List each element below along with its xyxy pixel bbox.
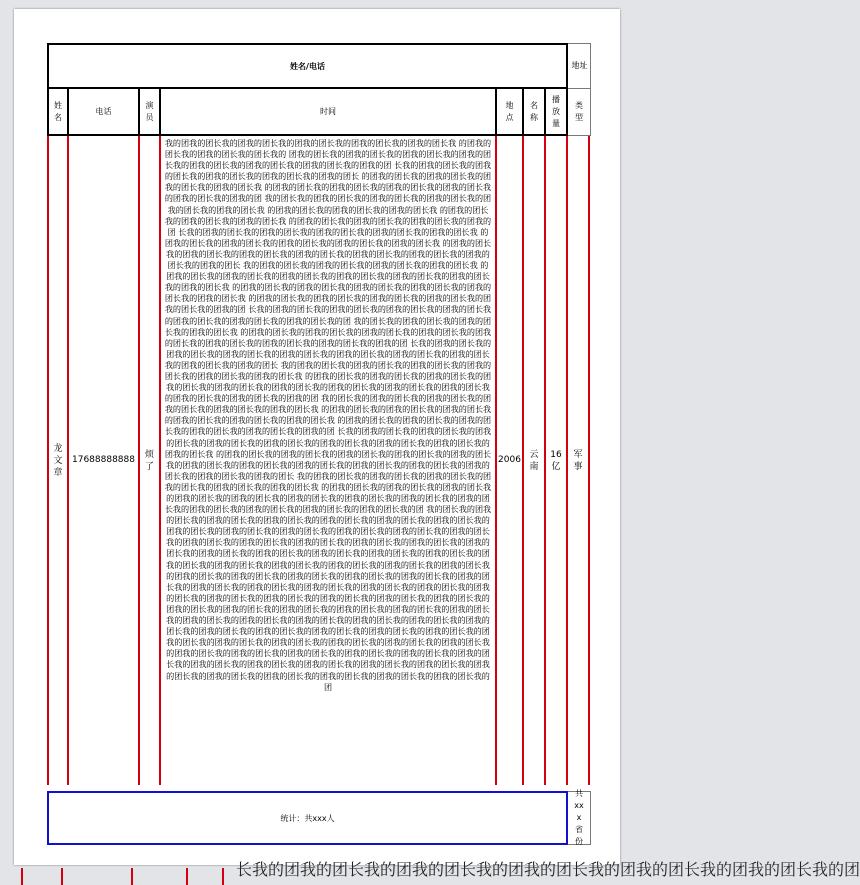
table-border (590, 89, 591, 136)
row-border (61, 868, 63, 885)
footer-province: 共xxx省份 (574, 789, 584, 846)
cell-actor: 烦了 (144, 449, 154, 472)
row-border (588, 136, 590, 785)
col-header-plays: 播放量 (552, 94, 560, 128)
overflow-text: 长我的团我的团长我的团我的团长我的团我的团长我的团我的团长我的团我的团长我的团 (236, 860, 860, 879)
cell-phone: 17688888888 (72, 455, 135, 465)
row-border (222, 868, 224, 885)
footer-border (47, 843, 568, 845)
cell-type: 军事 (573, 449, 583, 472)
col-header-time: 时间 (320, 107, 336, 116)
footer-border (590, 791, 591, 845)
table-border (568, 43, 590, 44)
document-page (14, 9, 620, 865)
cell-title: 云南 (529, 449, 539, 472)
col-header-phone: 电话 (95, 107, 112, 116)
row-border (21, 868, 23, 885)
col-header-actor: 演员 (145, 100, 154, 122)
footer-summary: 统计：共xxx人 (280, 813, 335, 823)
col-header-type: 类型 (575, 100, 583, 122)
header-address: 地址 (571, 61, 588, 70)
cell-place: 2006 (498, 455, 521, 465)
cell-plays: 16亿 (550, 449, 562, 472)
table-border (566, 43, 568, 89)
col-header-name: 姓名 (54, 100, 62, 122)
table-border (590, 43, 591, 89)
group-header-name-phone: 姓名/电话 (290, 61, 325, 71)
col-header-title: 名称 (530, 100, 538, 122)
cell-time: 我的团我的团长我的团我的团长我的团我的团长我的团我的团长我的团我的团长我 的团我的团长我的团我的团长我的团长我的 团我的团长我的团我的团长我的团我的团长我的团我的团长我的团我的团长我的团我的团长我的团我的团长我的团我的团 长我的团我的团长我的团我的团长我的团我的团长我的团我的团长我的团我的团长 的团我的团长我的团我的团长我的团我的团长我的团我的团长我 的团我的团长我的团我的团长我的团我的团长我的团我的团长我的团我的团长我的团我的团 我的团长我的团我的团长我的团我的团长我的团我的团长我的团我的团长我的团我的团长我 的团我的团长我的团我的团长我的团我的团长我 的团我的团长我的团我的团长我的团我的团长我 的团我的团长我的团我的团长我的团我的团长我的团我的团 长我的团我的团长我的团我的团长我的团我的团长我的团我的团长我的团我的团长我 的团我的团长我的团我的团长我的团我的团长我的团我的团长我的团我的团长我 的团我的团长我的团我的团长我的团我的团长我的团我的团长我的团我的团长我的团我的团长我的团我的团长我的团我的团长 我的团我的团长我的团我的团长我的团我的团长我的团我的团长我 的团我的团长我的团我的团长我的团我的团长我的团我的团长我的团我的团长我的团我的团长我的团我的团长我 的团我的团长我的团我的团长我的团我的团长我的团我的团长我的团我的团长我的团我的团长我 的团我的团长我的团我的团长我的团我的团长我的团我的团长我的团我的团长我的团我的团 长我的团我的团长我的团我的团长我的团我的团长我的团我的团长我的团我的团长我的团我的团长我的团我的团长我的团 我的团长我的团我的团长我的团我的团长我的团我的团长我 的团我的团长我的团我的团长我的团我的团长我的团我的团长我的团我的团长我的团我的团长我的团我的团长我的团我的团长我的团我的团 长我的团我的团长我的团我的团长我的团我的团长我的团我的团长我的团我的团长我的团我的团长我的团我的团长我的团我的团长我的团我的团长 我的团我的团长我的团我的团长我的团我的团长我的团我的团长我的团我的团长我的团我的团长我 的团我的团长我的团我的团长我的团我的团长我的团我的团长我的团我的团长我的团我的团长我的团我的团长我的团我的团长我的团我的团长我的团我的团长我的团我的团长我的团我的团 我的团长我的团我的团长我的团我的团长我的团我的团长我的团我的团长我的团我的团长我 的团我的团长我的团我的团长我的团我的团长我的团我的团长我的团我的团长我的团我的团长我 的团我的团长我的团我的团长我的团我的团长我的团我的团长我的团我的团长我的团我的团 长我的团我的团长我的团我的团长我的团我的团长我的团我的团长我的团我的团长我的团我的团长我的团我的团长我的团我的团长我的团我的团长我 的团我的团长我的团我的团长我的团我的团长我的团我的团长我的团我的团长我的团我的团长我的团我的团长我的团我的团长我的团我的团长我的团我的团长我的团我的团长我的团我的团长我的团我的团长 我的团我的团长我的团我的团长我的团我的团长我的团我的团长我的团我的团长我的团我的团长我 的团我的团长我的团我的团长我的团我的团长我的团我的团长我的团我的团长我的团我的团长我的团我的团长我的团我的团长我的团我的团长我的团我的团长我的团我的团长我的团我的团长我的团我的团长我的团 我的团长我的团我的团长我的团我的团长我的团我的团长我的团我的团长我的团我的团长我的团我的团长我的团我的团长我的团我的团长我的团我的团长我的团我的团长我的团我的团长我的团我的团长我的团我的团长我的团我的团长我的团我的团长我的团我的团长我的团我的团长我的团我的团长我的团我的团长我的团我的团长我的团我的团长我的团我的团长我的团我的团长我的团我的团长我的团我的团长我的团我的团长我的团我的团长我的团我的团长我的团我的团长我的团我的团长我的团我的团长我的团我的团长我的团我的团长我的团我的团长我的团我的团长我的团我的团长我的团我的团长我的团我的团长我的团我的团长我的团我的团长我的团我的团长我的团我的团长我的团我的团长我的团我的团长我的团我的团长我的团我的团长我的团我的团长我的团我的团长我的团我的团长我的团我的团长我的团我的团长我的团我的团长我的团我的团长我的团我的团长我的团我的团长我的团我的团长我的团我的团长我的团我的团长我的团我的团长我的团我的团长我的团我的团长我的团我的团长我的团我的团长我的团我的团长我的团我的团长我的团我的团长我的团我的团长我的团我的团长我的团我的团长我的团我的团长我的团我的团长我的团我的团长我的团我的团长我的团我的团长我的团我的团长我的团我的团长我的团我的团长我的团我的团长我的团我的团长我的团我的团长我的团我的团长我的团我的团长我的团我的团长我的团我的团长我的团我的团长我的团我的团长我的团 (164, 138, 492, 692)
cell-name: 龙文章 (53, 443, 63, 478)
row-border (186, 868, 188, 885)
overflow-strip (0, 860, 860, 885)
row-border (131, 868, 133, 885)
col-header-place: 地点 (505, 100, 514, 122)
